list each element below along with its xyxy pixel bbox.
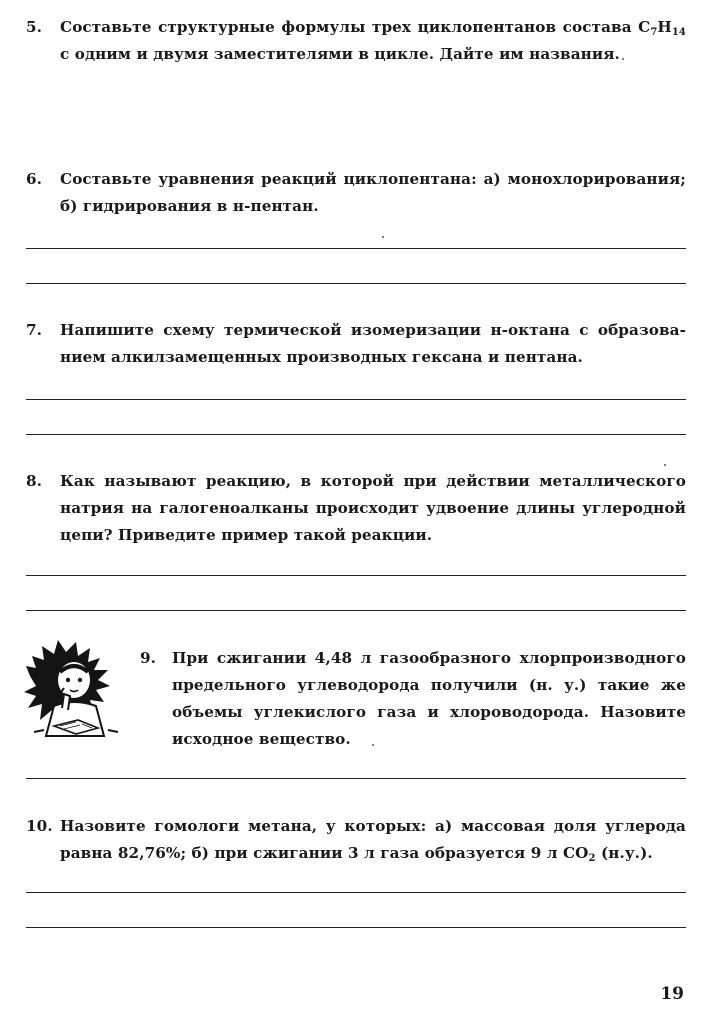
- task-8: [26, 468, 686, 549]
- task-10: [26, 813, 686, 867]
- task-line: Составьте уравнения реакций циклопентана: а) монохлорирования;: [60, 170, 686, 188]
- task-line: Назовите гомологи метана, у которых: а) массовая доля углерода: [60, 817, 686, 835]
- task-5: [26, 14, 686, 68]
- task-number: 10.: [26, 817, 53, 835]
- task-line: Напишите схему термической изомеризации н-октана с образова-: [60, 321, 686, 339]
- formula-c-subscript: 7: [650, 27, 658, 38]
- task-number: 7.: [26, 321, 43, 339]
- task-line: с одним и двумя заместителями в цикле. Дайте им названия.: [60, 45, 620, 63]
- task-text: [60, 813, 686, 867]
- task-line: Составьте структурные формулы трех циклопентанов состава C: [60, 18, 651, 36]
- task-7: [26, 317, 686, 371]
- task-line: исходное вещество.: [172, 730, 351, 748]
- print-speck: [664, 464, 666, 466]
- task-line: предельного углеводорода получили (н. у.) такие же: [172, 676, 686, 694]
- answer-line[interactable]: [26, 434, 686, 435]
- task-line: цепи? Приведите пример такой реакции.: [60, 526, 433, 544]
- answer-line[interactable]: [26, 892, 686, 893]
- answer-line[interactable]: [26, 399, 686, 400]
- task-line: нием алкилзамещенных производных гексана и пентана.: [60, 348, 583, 366]
- answer-line[interactable]: [26, 610, 686, 611]
- task-text: Составьте структурные формулы трех циклопентанов состава $C_7H_{14}$ с одним и двумя заместителями в цикле. Дайте им названия.: [60, 14, 686, 68]
- answer-line[interactable]: [26, 248, 686, 249]
- print-speck: [382, 236, 384, 238]
- thinking-student-icon: [24, 636, 124, 742]
- task-line: (н.у.).: [600, 844, 653, 862]
- formula-h-subscript: 14: [671, 27, 686, 38]
- print-speck: [372, 744, 374, 746]
- task-text: [60, 468, 686, 549]
- task-text: [172, 645, 686, 753]
- task-line: равна 82,76%; б) при сжигании 3 л газа образуется 9 л CO: [60, 844, 589, 862]
- task-line: б) гидрирования в н-пентан.: [60, 197, 319, 215]
- task-text: [60, 317, 686, 371]
- task-line: При сжигании 4,48 л газообразного хлорпроизводного: [172, 649, 686, 667]
- task-9: [140, 645, 686, 753]
- task-line: Как называют реакцию, в которой при действии металлического: [60, 472, 686, 490]
- task-number: 8.: [26, 472, 43, 490]
- task-number: 6.: [26, 170, 43, 188]
- answer-line[interactable]: [26, 283, 686, 284]
- print-speck: [622, 58, 624, 60]
- task-line: натрия на галогеноалканы происходит удвоение длины углеродной: [60, 499, 686, 517]
- task-number: 9.: [140, 649, 157, 667]
- task-line: объемы углекислого газа и хлороводорода. Назовите: [172, 703, 686, 721]
- task-6: [26, 166, 686, 220]
- co2-subscript: 2: [588, 853, 596, 864]
- page-number: 19: [660, 984, 684, 1004]
- answer-line[interactable]: [26, 575, 686, 576]
- answer-line[interactable]: [26, 927, 686, 928]
- task-number: 5.: [26, 18, 43, 36]
- answer-line[interactable]: [26, 778, 686, 779]
- task-text: [60, 166, 686, 220]
